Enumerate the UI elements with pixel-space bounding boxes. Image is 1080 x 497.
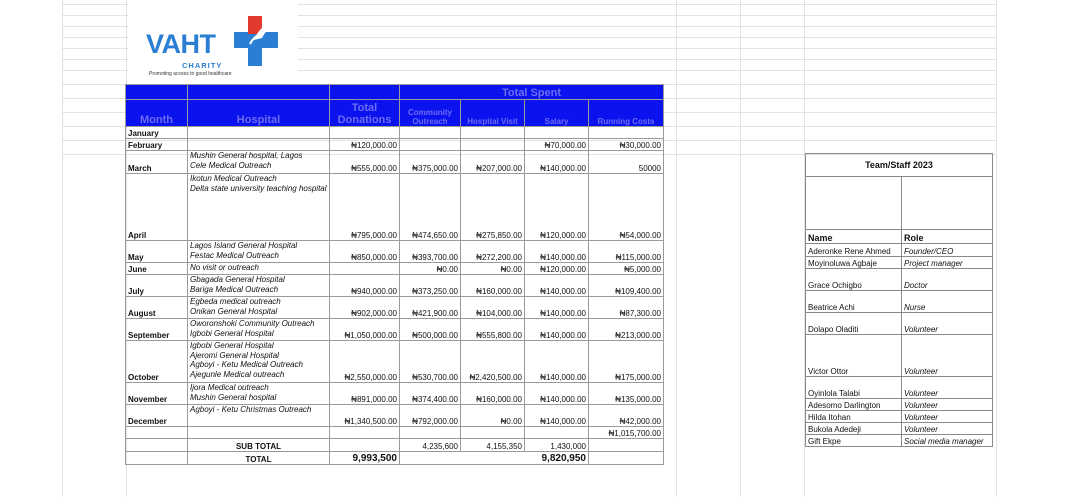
community-cell[interactable]: ₦792,000.00: [400, 405, 461, 427]
donations-cell[interactable]: [330, 263, 400, 275]
hospital-line: Igbobi General Hospital: [190, 341, 274, 350]
hospital-line: Lagos Island General Hospital: [190, 241, 298, 250]
logo-sub: CHARITY: [182, 61, 223, 70]
hospital-line: Oworonshoki Community Outreach: [190, 319, 315, 328]
hospital-line: Ajegunle Medical outreach: [190, 369, 285, 379]
donations-cell[interactable]: ₦1,050,000.00: [330, 319, 400, 341]
staff-role-cell[interactable]: Volunteer: [902, 423, 993, 435]
hospital-line: Ijora Medical outreach: [190, 383, 269, 392]
logo-name: VAHT: [146, 29, 216, 59]
hospital-cell[interactable]: [188, 174, 330, 241]
header-running-costs[interactable]: Running Costs: [589, 100, 664, 127]
community-cell[interactable]: [400, 127, 461, 139]
hospital-line: Onikan General Hospital: [190, 306, 278, 316]
header-cell-blank[interactable]: [330, 85, 400, 100]
running-cell[interactable]: ₦5,000.00: [589, 263, 664, 275]
header-total-spent[interactable]: Total Spent: [400, 85, 664, 100]
staff-name-header[interactable]: Name: [806, 230, 902, 244]
community-cell[interactable]: ₦530,700.00: [400, 341, 461, 383]
hospital-line: Festac Medical Outreach: [190, 250, 279, 260]
running-cell[interactable]: ₦30,000.00: [589, 139, 664, 151]
staff-role-cell[interactable]: Founder/CEO: [902, 244, 993, 257]
community-cell[interactable]: ₦374,400.00: [400, 383, 461, 405]
community-cell[interactable]: ₦0.00: [400, 263, 461, 275]
table-row: [126, 383, 664, 405]
header-total-donations[interactable]: Total Donations: [330, 100, 400, 127]
hospital-line: Agboyi - Ketu Medical Outreach: [190, 360, 303, 369]
community-cell[interactable]: ₦375,000.00: [400, 151, 461, 174]
header-community-outreach[interactable]: Community Outreach: [400, 100, 461, 127]
table-row: [126, 241, 664, 263]
table-row: [126, 139, 664, 151]
staff-row: [806, 269, 993, 291]
hospital-cell[interactable]: [188, 405, 330, 427]
community-cell[interactable]: ₦500,000.00: [400, 319, 461, 341]
visit-cell[interactable]: ₦160,000.00: [461, 275, 525, 297]
community-cell[interactable]: ₦393,700.00: [400, 241, 461, 263]
hospital-line: Agboyi - Ketu Christmas Outreach: [190, 405, 312, 414]
community-cell[interactable]: ₦474,650.00: [400, 174, 461, 241]
donations-cell[interactable]: ₦891,000.00: [330, 383, 400, 405]
community-cell[interactable]: ₦421,900.00: [400, 297, 461, 319]
month-cell[interactable]: August: [126, 297, 188, 319]
running-cell[interactable]: ₦213,000.00: [589, 319, 664, 341]
empty-cell[interactable]: [126, 427, 188, 439]
staff-name-cell[interactable]: Hilda Itohan: [806, 411, 902, 423]
month-cell[interactable]: November: [126, 383, 188, 405]
subtotal-row: [126, 439, 664, 452]
table-row: [126, 151, 664, 174]
empty-cell[interactable]: [806, 177, 902, 230]
staff-name-cell[interactable]: Gift Ekpe: [806, 435, 902, 447]
table-row: [126, 405, 664, 427]
logo-tagline: Promoting access to good healthcare: [149, 71, 232, 77]
vaht-logo: [128, 2, 298, 82]
hospital-line: Cele Medical Outreach: [190, 160, 272, 170]
empty-cell[interactable]: [589, 452, 664, 465]
empty-cell[interactable]: [126, 452, 188, 465]
hospital-cell[interactable]: [188, 383, 330, 405]
staff-name-cell[interactable]: Adesomo Darlington: [806, 399, 902, 411]
total-spent-cell[interactable]: 9,820,950: [400, 452, 589, 465]
visit-cell[interactable]: [461, 139, 525, 151]
staff-name-cell[interactable]: Victor Ottor: [806, 335, 902, 377]
empty-cell[interactable]: [188, 427, 330, 439]
staff-row: [806, 435, 993, 447]
empty-cell[interactable]: [589, 439, 664, 452]
donations-cell[interactable]: ₦2,550,000.00: [330, 341, 400, 383]
running-cell[interactable]: ₦115,000.00: [589, 241, 664, 263]
table-row: [126, 275, 664, 297]
header-hospital[interactable]: Hospital: [188, 100, 330, 127]
staff-row: [806, 291, 993, 313]
staff-name-cell[interactable]: Bukola Adedeji: [806, 423, 902, 435]
running-cell[interactable]: ₦42,000.00: [589, 405, 664, 427]
total-label-cell[interactable]: TOTAL: [188, 452, 330, 465]
table-row: [126, 341, 664, 383]
hospital-cell[interactable]: [188, 127, 330, 139]
total-donations-cell[interactable]: 9,993,500: [330, 452, 400, 465]
table-row: [126, 297, 664, 319]
table-row: [126, 427, 664, 439]
red-cross-hand-icon: [234, 16, 278, 66]
hospital-cell[interactable]: [188, 263, 330, 275]
hospital-cell[interactable]: [188, 241, 330, 263]
month-cell[interactable]: May: [126, 241, 188, 263]
month-cell[interactable]: October: [126, 341, 188, 383]
month-cell[interactable]: July: [126, 275, 188, 297]
staff-name-cell[interactable]: Aderonke Rene Ahmed: [806, 244, 902, 257]
staff-role-cell[interactable]: Volunteer: [902, 411, 993, 423]
visit-cell[interactable]: ₦272,200.00: [461, 241, 525, 263]
hospital-line: Mushin General hospital: [190, 392, 277, 402]
running-cell[interactable]: ₦175,000.00: [589, 341, 664, 383]
hospital-cell[interactable]: [188, 151, 330, 174]
month-cell[interactable]: January: [126, 127, 188, 139]
hospital-line: Ikotun Medical Outreach: [190, 174, 277, 183]
header-month[interactable]: Month: [126, 100, 188, 127]
visit-cell[interactable]: ₦2,420,500.00: [461, 341, 525, 383]
staff-role-cell[interactable]: Nurse: [902, 291, 993, 313]
hospital-line: Mushin General hospital, Lagos: [190, 151, 303, 160]
staff-row: [806, 377, 993, 399]
staff-title[interactable]: Team/Staff 2023: [806, 154, 993, 177]
month-cell[interactable]: April: [126, 174, 188, 241]
donations-cell[interactable]: [330, 127, 400, 139]
subtotal-community-cell[interactable]: 4,235,600: [400, 439, 461, 452]
staff-row: [806, 257, 993, 269]
header-cell-blank[interactable]: [188, 85, 330, 100]
empty-cell[interactable]: [330, 439, 400, 452]
salary-cell[interactable]: ₦140,000.00: [525, 297, 589, 319]
salary-cell[interactable]: ₦140,000.00: [525, 405, 589, 427]
staff-role-cell[interactable]: Project manager: [902, 257, 993, 269]
hospital-line: Egbeda medical outreach: [190, 297, 281, 306]
running-cell[interactable]: ₦54,000.00: [589, 174, 664, 241]
staff-row: [806, 335, 993, 377]
table-row: [126, 174, 664, 241]
staff-role-cell[interactable]: Volunteer: [902, 313, 993, 335]
header-salary[interactable]: Salary: [525, 100, 589, 127]
month-cell[interactable]: June: [126, 263, 188, 275]
salary-cell[interactable]: ₦140,000.00: [525, 241, 589, 263]
hospital-cell[interactable]: [188, 275, 330, 297]
visit-cell[interactable]: ₦104,000.00: [461, 297, 525, 319]
running-cell[interactable]: ₦87,300.00: [589, 297, 664, 319]
staff-role-cell[interactable]: Volunteer: [902, 377, 993, 399]
visit-cell[interactable]: ₦275,850.00: [461, 174, 525, 241]
staff-row: [806, 411, 993, 423]
staff-role-cell[interactable]: Social media manager: [902, 435, 993, 447]
empty-cell[interactable]: [525, 427, 589, 439]
staff-row: [806, 399, 993, 411]
table-row: [126, 127, 664, 139]
staff-row: [806, 423, 993, 435]
visit-cell[interactable]: [461, 127, 525, 139]
visit-cell[interactable]: ₦207,000.00: [461, 151, 525, 174]
donations-cell[interactable]: ₦120,000.00: [330, 139, 400, 151]
salary-cell[interactable]: ₦120,000.00: [525, 174, 589, 241]
running-extra-cell[interactable]: ₦1,015,700.00: [589, 427, 664, 439]
community-cell[interactable]: [400, 139, 461, 151]
empty-cell[interactable]: [902, 177, 993, 230]
visit-cell[interactable]: ₦555,800.00: [461, 319, 525, 341]
staff-role-header[interactable]: Role: [902, 230, 993, 244]
donations-cell[interactable]: ₦795,000.00: [330, 174, 400, 241]
header-hospital-visit[interactable]: Hospital Visit: [461, 100, 525, 127]
staff-name-cell[interactable]: Beatrice Achi: [806, 291, 902, 313]
donations-cell[interactable]: ₦555,000.00: [330, 151, 400, 174]
empty-cell[interactable]: [461, 427, 525, 439]
donations-table: [125, 84, 664, 465]
empty-cell[interactable]: [400, 427, 461, 439]
salary-cell[interactable]: ₦140,000.00: [525, 383, 589, 405]
subtotal-visit-cell[interactable]: 4,155,350: [461, 439, 525, 452]
month-cell[interactable]: February: [126, 139, 188, 151]
salary-cell[interactable]: ₦70,000.00: [525, 139, 589, 151]
hospital-line: Bariga Medical Outreach: [190, 284, 279, 294]
total-row: [126, 452, 664, 465]
hospital-cell[interactable]: [188, 341, 330, 383]
donations-cell[interactable]: ₦850,000.00: [330, 241, 400, 263]
hospital-line: Ajeromi General Hospital: [190, 350, 279, 360]
community-cell[interactable]: ₦373,250.00: [400, 275, 461, 297]
month-cell[interactable]: March: [126, 151, 188, 174]
hospital-line: Igbobi General Hospital: [190, 328, 274, 338]
staff-name-cell[interactable]: Oyinlola Talabi: [806, 377, 902, 399]
salary-cell[interactable]: ₦140,000.00: [525, 319, 589, 341]
staff-table: [805, 153, 993, 447]
visit-cell[interactable]: ₦0.00: [461, 263, 525, 275]
table-row: [126, 263, 664, 275]
subtotal-salary-cell[interactable]: 1,430,000: [525, 439, 589, 452]
staff-role-cell[interactable]: Doctor: [902, 269, 993, 291]
hospital-line: Gbagada General Hospital: [190, 275, 285, 284]
staff-role-cell[interactable]: Volunteer: [902, 335, 993, 377]
hospital-cell[interactable]: [188, 139, 330, 151]
staff-row: [806, 244, 993, 257]
empty-cell[interactable]: [330, 427, 400, 439]
salary-cell[interactable]: ₦140,000.00: [525, 275, 589, 297]
month-cell[interactable]: September: [126, 319, 188, 341]
hospital-line: Delta state university teaching hospital: [190, 183, 327, 193]
salary-cell[interactable]: ₦140,000.00: [525, 341, 589, 383]
visit-cell[interactable]: ₦0.00: [461, 405, 525, 427]
subtotal-label-cell[interactable]: SUB TOTAL: [188, 439, 330, 452]
running-cell[interactable]: [589, 127, 664, 139]
donations-cell[interactable]: ₦902,000.00: [330, 297, 400, 319]
staff-role-cell[interactable]: Volunteer: [902, 399, 993, 411]
donations-cell[interactable]: ₦1,340,500.00: [330, 405, 400, 427]
running-cell[interactable]: ₦135,000.00: [589, 383, 664, 405]
salary-cell[interactable]: [525, 127, 589, 139]
header-cell-blank[interactable]: [126, 85, 188, 100]
hospital-cell[interactable]: [188, 297, 330, 319]
month-cell[interactable]: December: [126, 405, 188, 427]
salary-cell[interactable]: ₦140,000.00: [525, 151, 589, 174]
staff-name-cell[interactable]: Grace Ochigbo: [806, 269, 902, 291]
salary-cell[interactable]: ₦120,000.00: [525, 263, 589, 275]
staff-name-cell[interactable]: Moyinoluwa Agbaje: [806, 257, 902, 269]
staff-name-cell[interactable]: Dolapo Oladiti: [806, 313, 902, 335]
staff-row: [806, 313, 993, 335]
visit-cell[interactable]: ₦160,000.00: [461, 383, 525, 405]
running-cell[interactable]: 50000: [589, 151, 664, 174]
table-row: [126, 319, 664, 341]
donations-cell[interactable]: ₦940,000.00: [330, 275, 400, 297]
empty-cell[interactable]: [126, 439, 188, 452]
running-cell[interactable]: ₦109,400.00: [589, 275, 664, 297]
hospital-cell[interactable]: [188, 319, 330, 341]
hospital-line: No visit or outreach: [190, 263, 259, 272]
